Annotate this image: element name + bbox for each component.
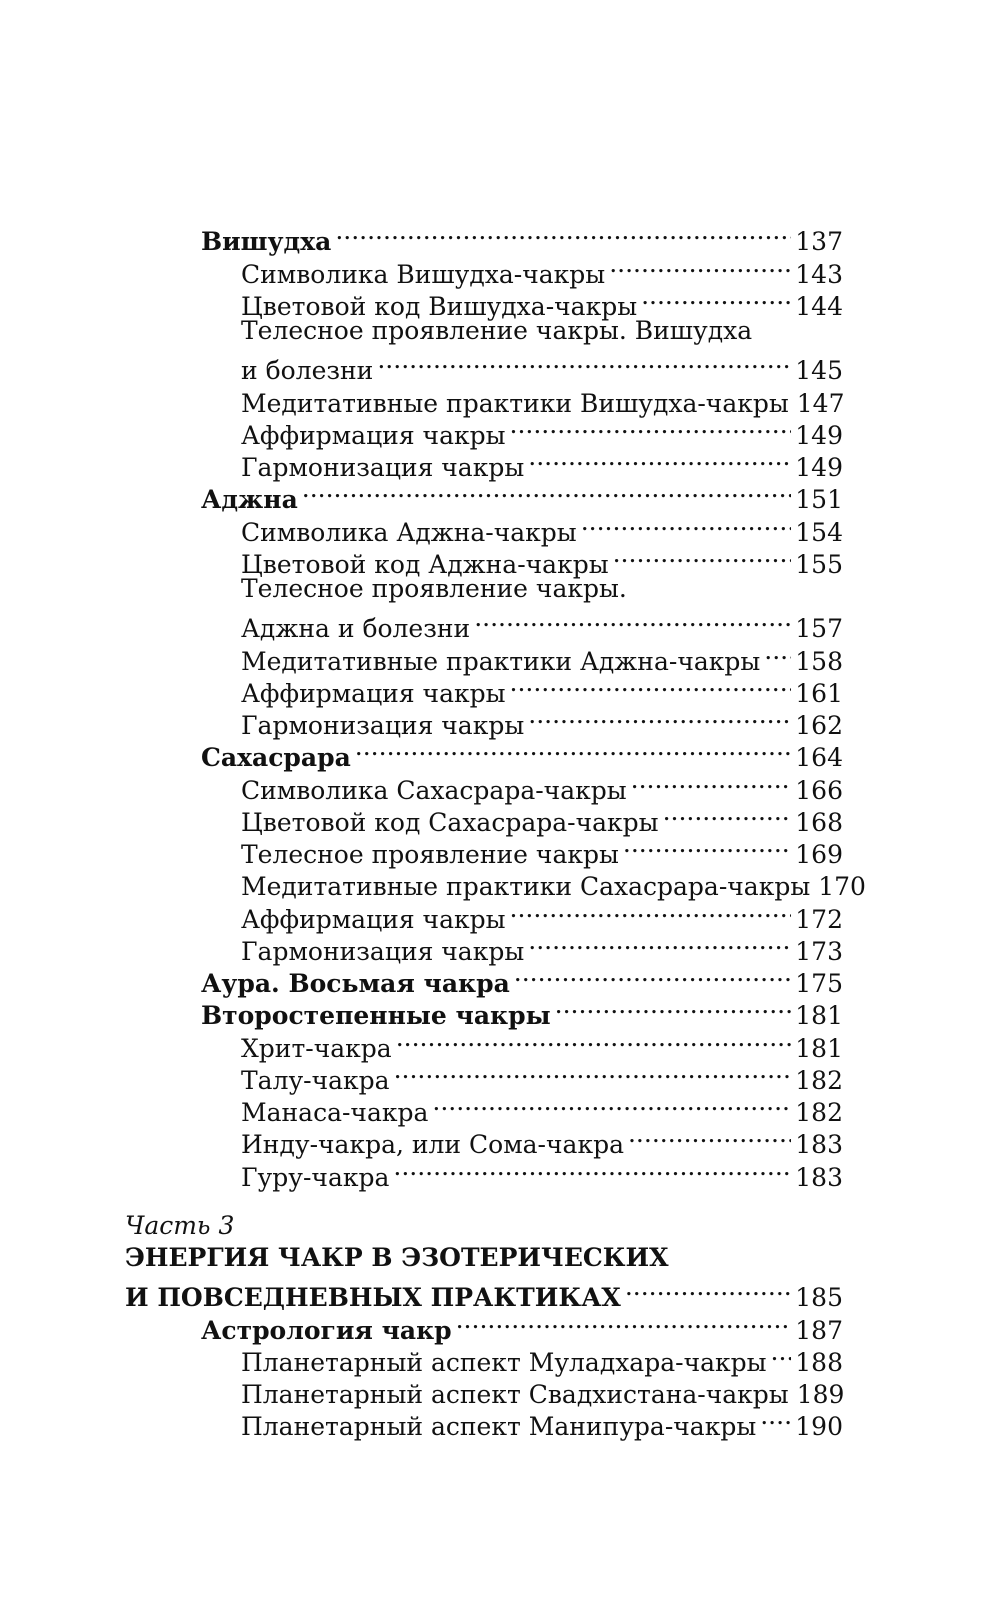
toc-page-number: 181: [795, 1001, 843, 1031]
toc-section-entry[interactable]: [125, 1153, 843, 1192]
toc-chapter-entry[interactable]: [125, 218, 843, 257]
toc-entry-title: Символика Аджна-чакры: [241, 517, 577, 547]
toc-entry-title: Аджна и болезни: [241, 614, 471, 644]
toc-page-number: 145: [795, 356, 843, 386]
dot-leader: [771, 1339, 792, 1371]
dot-leader: [581, 508, 792, 540]
table-of-contents: [125, 218, 866, 1442]
toc-page-number: 183: [795, 1162, 843, 1192]
toc-page-number: 162: [795, 711, 843, 740]
toc-part-heading[interactable]: [125, 1242, 843, 1274]
toc-page-number: 147: [796, 388, 845, 418]
toc-entry-title: Цветовой код Вишудха-чакры: [241, 291, 638, 321]
dot-leader: [764, 637, 791, 669]
dot-leader: [510, 895, 792, 927]
toc-entry-title: ЭНЕРГИЯ ЧАКР В ЭЗОТЕРИЧЕСКИХ: [125, 1242, 669, 1272]
toc-entry-title: Аффирмация чакры: [241, 904, 506, 934]
dot-leader: [555, 992, 792, 1024]
dot-leader: [514, 960, 792, 992]
toc-entry-title: Планетарный аспект Манипура-чакры: [241, 1412, 757, 1442]
toc-page-number: 173: [795, 936, 843, 966]
toc-entry-title: Аффирмация чакры: [241, 420, 506, 450]
dot-leader: [631, 766, 792, 798]
dot-leader: [625, 1274, 791, 1306]
dot-leader: [510, 412, 792, 444]
toc-page-number: 187: [795, 1315, 843, 1345]
toc-entry-title: Аджна: [201, 485, 298, 515]
section-spacer: [125, 1186, 843, 1210]
toc-entry-title: Аффирмация чакры: [241, 678, 506, 708]
toc-section-entry[interactable]: [125, 315, 843, 347]
toc-page-number: 149: [795, 420, 843, 450]
toc-entry-title: Медитативные практики Сахасрара-чакры: [241, 872, 811, 902]
toc-entry-title: Сахасрара: [201, 743, 351, 773]
toc-page-number: 149: [795, 453, 843, 482]
toc-page-number: 155: [795, 549, 843, 579]
dot-leader: [641, 283, 791, 315]
dot-leader: [528, 444, 791, 476]
dot-leader: [613, 541, 792, 573]
toc-entry-title: Планетарный аспект Свадхистана-чакры: [241, 1380, 789, 1409]
toc-page-number: 166: [795, 775, 843, 805]
toc-entry-title: Гуру-чакра: [241, 1162, 390, 1192]
toc-page-number: 151: [795, 485, 843, 515]
dot-leader: [663, 799, 792, 831]
toc-entry-title: Астрология чакр: [201, 1315, 452, 1345]
toc-entry-title: Планетарный аспект Муладхара-чакры: [241, 1347, 767, 1377]
toc-entry-title: Телесное проявление чакры. Вишудха: [241, 315, 753, 345]
toc-page-number: 168: [795, 807, 843, 837]
toc-entry-title: Гармонизация чакры: [241, 936, 525, 966]
toc-entry-title: Аура. Восьмая чакра: [201, 969, 510, 998]
toc-section-entry[interactable]: [125, 1121, 843, 1160]
toc-entry-title: Цветовой код Сахасрара-чакры: [241, 807, 659, 837]
toc-entry-title: Символика Сахасрара-чакры: [241, 775, 627, 805]
dot-leader: [528, 928, 791, 960]
toc-part-heading[interactable]: [125, 1274, 843, 1313]
toc-page-number: 183: [795, 1130, 843, 1160]
toc-page-number: 154: [795, 517, 843, 547]
dot-leader: [609, 250, 791, 282]
toc-section-entry[interactable]: [125, 1057, 843, 1095]
dot-leader: [760, 1403, 791, 1435]
toc-page-number: 190: [795, 1412, 843, 1442]
dot-leader: [335, 218, 791, 250]
toc-entry-title: Гармонизация чакры: [241, 453, 525, 482]
toc-section-entry[interactable]: [125, 347, 843, 386]
dot-leader: [377, 347, 791, 379]
toc-entry-title: Цветовой код Аджна-чакры: [241, 549, 609, 579]
toc-section-entry[interactable]: [125, 1089, 843, 1127]
toc-entry-title: Символика Вишудха-чакры: [241, 259, 606, 289]
dot-leader: [394, 1057, 792, 1089]
toc-page-number: 172: [795, 904, 843, 934]
toc-entry-title: Телесное проявление чакры.: [241, 573, 627, 603]
toc-page-number: 144: [795, 291, 843, 321]
toc-page-number: 157: [795, 614, 843, 644]
toc-page-number: 170: [818, 872, 866, 902]
toc-page-number: 143: [795, 259, 843, 289]
toc-section-entry[interactable]: [125, 605, 843, 644]
toc-entry-title: И ПОВСЕДНЕВНЫХ ПРАКТИКАХ: [125, 1283, 621, 1313]
toc-page-number: 164: [795, 743, 843, 773]
toc-entry-title: Манаса-чакра: [241, 1098, 429, 1127]
toc-page-number: 158: [795, 646, 843, 676]
toc-part-heading[interactable]: [125, 1210, 843, 1242]
toc-entry-title: Второстепенные чакры: [201, 1001, 551, 1031]
toc-entry-title: Медитативные практики Аджна-чакры: [241, 646, 761, 676]
toc-page-number: 169: [795, 840, 843, 869]
toc-page-number: 181: [795, 1033, 843, 1063]
toc-entry-title: Вишудха: [201, 227, 332, 257]
toc-entry-title: Инду-чакра, или Сома-чакра: [241, 1130, 624, 1160]
toc-page-number: 137: [795, 227, 843, 257]
toc-entry-title: Гармонизация чакры: [241, 711, 525, 740]
dot-leader: [432, 1089, 791, 1121]
toc-entry-title: Телесное проявление чакры: [241, 840, 619, 869]
toc-page-number: 189: [796, 1380, 845, 1409]
toc-entry-title: Хрит-чакра: [241, 1033, 392, 1063]
dot-leader: [302, 476, 792, 508]
toc-section-entry[interactable]: [125, 573, 843, 605]
toc-section-entry[interactable]: [125, 637, 843, 676]
dot-leader: [456, 1306, 792, 1338]
toc-page-number: 182: [795, 1098, 843, 1127]
toc-entry-title: Часть 3: [125, 1210, 235, 1240]
toc-entry-title: Талу-чакра: [241, 1065, 390, 1095]
toc-chapter-entry[interactable]: [125, 476, 843, 515]
dot-leader: [528, 702, 791, 734]
dot-leader: [628, 1121, 791, 1153]
dot-leader: [510, 670, 792, 702]
dot-leader: [355, 734, 792, 766]
toc-page-number: 175: [795, 969, 843, 998]
toc-entry-title: Медитативные практики Вишудха-чакры: [241, 388, 789, 418]
dot-leader: [623, 831, 791, 863]
toc-section-entry[interactable]: [125, 379, 845, 418]
toc-page-number: 161: [795, 678, 843, 708]
toc-page-number: 185: [795, 1283, 843, 1313]
toc-chapter-entry[interactable]: [125, 734, 843, 773]
toc-page-number: 182: [795, 1065, 843, 1095]
dot-leader: [393, 1153, 791, 1185]
dot-leader: [396, 1024, 792, 1056]
toc-entry-title: и болезни: [241, 356, 374, 386]
dot-leader: [474, 605, 791, 637]
toc-page-number: 188: [795, 1347, 843, 1377]
